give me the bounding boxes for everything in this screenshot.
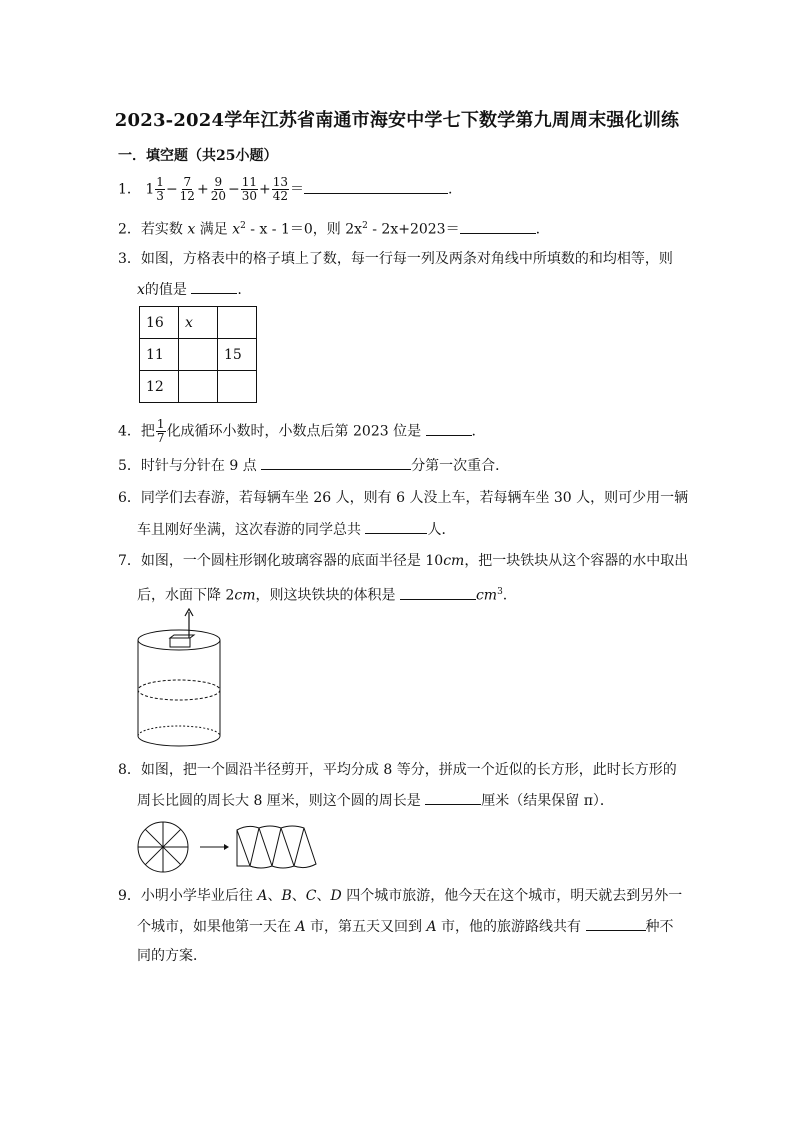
answer-blank[interactable] — [400, 585, 476, 600]
unit: cm — [234, 587, 256, 604]
question-6 — [118, 488, 688, 508]
sector-edge — [281, 828, 294, 866]
answer-blank[interactable] — [261, 455, 411, 470]
question-7 — [118, 551, 688, 571]
grid-cell: 16 — [140, 307, 179, 339]
question-9 — [118, 886, 682, 906]
answer-blank[interactable] — [365, 519, 427, 534]
answer-blank[interactable] — [425, 790, 481, 805]
text: 种不 — [645, 919, 674, 935]
fraction: $\frac{9}{20}$ — [210, 175, 226, 203]
question-number: 3． — [118, 251, 141, 267]
question-3-line2 — [137, 279, 242, 300]
period: . — [471, 423, 476, 440]
grid-cell — [179, 371, 218, 403]
question-text: 四个城市旅游，他今天在这个城市，明天就去到另外一 — [341, 888, 683, 904]
question-text: 同学们去春游，若每辆车坐 26 人，则有 6 人没上车，若每辆车坐 30 人，则可少用一辆 — [140, 490, 689, 506]
question-text: 如图，把一个圆沿半径剪开，平均分成 8 等分，拼成一个近似的长方形，此时长方形的 — [140, 762, 677, 778]
section-heading: 一．填空题（共25小题） — [118, 148, 278, 164]
variable: x — [137, 282, 145, 298]
question-number: 2． — [118, 221, 141, 238]
question-number: 9． — [118, 888, 141, 904]
grid-cell — [218, 307, 257, 339]
iron-block-top — [170, 635, 194, 638]
grid-cell: x — [179, 307, 218, 339]
question-number: 8． — [118, 762, 141, 778]
cylinder-bottom-back-arc — [138, 726, 220, 736]
fraction: $\frac{7}{12}$ — [179, 175, 195, 203]
fraction: $\frac{13}{42}$ — [272, 175, 288, 203]
whole-number: 1 — [145, 181, 155, 198]
magic-square-grid — [139, 306, 257, 403]
grid-cell: 11 — [140, 339, 179, 371]
city-label: C — [305, 888, 317, 904]
city-label: A — [295, 919, 306, 935]
question-text: 市，他的旅游路线共有 — [436, 919, 582, 935]
document-title: 2023-2024学年江苏省南通市海安中学七下数学第九周周末强化训练 — [114, 110, 680, 131]
grid-cell — [218, 371, 257, 403]
city-label: A — [426, 919, 437, 935]
text: 满足 — [199, 221, 228, 238]
question-text: 周长比圆的周长大 8 厘米，则这个圆的周长是 — [137, 793, 421, 809]
separator: 、 — [267, 888, 282, 904]
question-text: 车且刚好坐满，这次春游的同学总共 — [137, 522, 361, 538]
answer-blank[interactable] — [191, 279, 237, 294]
question-5 — [118, 455, 509, 476]
fraction: $\frac{11}{30}$ — [241, 175, 257, 203]
text: 厘米（结果保留 π）． — [481, 793, 614, 809]
text: 分第一次重合． — [411, 458, 510, 474]
operator: − — [227, 181, 240, 198]
text: 把 — [140, 423, 155, 440]
question-number: 5． — [118, 458, 141, 474]
text: 人． — [427, 522, 456, 538]
question-text: 小明小学毕业后往 — [140, 888, 258, 904]
question-8 — [118, 760, 677, 780]
question-9-line3 — [137, 946, 207, 966]
question-number: 1． — [118, 181, 141, 198]
water-level-ellipse — [138, 680, 220, 700]
grid-cell: 12 — [140, 371, 179, 403]
question-text: 如图，方格表中的格子填上了数，每一行每一列及两条对角线中所填数的和均相等，则 — [140, 251, 673, 267]
question-number: 6． — [118, 490, 141, 506]
question-text: ，把一块铁块从这个容器的水中取出 — [464, 553, 689, 569]
circle-to-rectangle-figure — [136, 818, 320, 878]
answer-blank[interactable] — [460, 219, 536, 234]
question-text: 后，水面下降 2 — [137, 587, 235, 604]
text: 时针与分针在 9 点 — [140, 458, 257, 474]
exponent: 3 — [497, 587, 503, 597]
period: . — [502, 587, 508, 604]
question-2 — [118, 216, 540, 240]
unit: cm — [475, 587, 498, 604]
period: . — [448, 181, 453, 198]
exponent: 2 — [362, 221, 368, 231]
separator: 、 — [316, 888, 331, 904]
arrow-head — [224, 844, 229, 850]
sector-edge — [294, 828, 304, 866]
operator: + — [196, 181, 209, 198]
text: - x - 1＝0，则 2x — [245, 221, 363, 238]
sector-edge — [237, 830, 250, 866]
question-4 — [118, 418, 476, 445]
equals-sign: ＝ — [290, 181, 304, 198]
question-number: 4． — [118, 423, 141, 440]
question-number: 7． — [118, 553, 141, 569]
question-6-line2 — [137, 519, 455, 540]
variable: x — [232, 221, 241, 238]
sector-edge — [272, 828, 281, 866]
question-1 — [118, 176, 452, 203]
fraction: $\frac{1}{3}$ — [156, 175, 164, 203]
grid-cell: 15 — [218, 339, 257, 371]
fraction: $\frac{1}{7}$ — [156, 417, 165, 445]
grid-cell — [179, 339, 218, 371]
question-3 — [118, 249, 673, 269]
question-8-line2 — [137, 790, 614, 811]
question-text: 市，第五天又回到 — [305, 919, 427, 935]
question-text: 同的方案． — [137, 948, 207, 964]
exponent: 2 — [240, 221, 246, 231]
separator: 、 — [291, 888, 306, 904]
city-label: D — [330, 888, 342, 904]
question-text: 的值是 — [144, 282, 187, 298]
question-9-line2 — [137, 916, 674, 937]
operator: − — [165, 181, 178, 198]
text: - 2x+2023＝ — [367, 221, 460, 238]
operator: + — [258, 181, 271, 198]
cylinder-bottom-arc — [138, 736, 220, 746]
text: 化成循环小数时，小数点后第 2023 位是 — [166, 423, 422, 440]
answer-blank[interactable] — [304, 179, 448, 194]
city-label: B — [281, 888, 292, 904]
answer-blank[interactable] — [426, 421, 472, 436]
iron-block — [170, 638, 190, 647]
question-text: ，则这块铁块的体积是 — [255, 587, 396, 604]
sector-edge — [259, 828, 272, 866]
cylinder-figure — [134, 608, 226, 750]
city-label: A — [257, 888, 268, 904]
question-text: 个城市，如果他第一天在 — [137, 919, 296, 935]
unit: cm — [443, 553, 465, 569]
period: . — [535, 221, 541, 238]
answer-blank[interactable] — [586, 916, 646, 931]
question-7-line2 — [137, 582, 507, 606]
question-text: 如图，一个圆柱形钢化玻璃容器的底面半径是 10 — [140, 553, 444, 569]
variable: x — [187, 221, 196, 238]
text: 若实数 — [140, 221, 183, 238]
sector-edge — [250, 828, 259, 866]
period: . — [237, 282, 242, 298]
